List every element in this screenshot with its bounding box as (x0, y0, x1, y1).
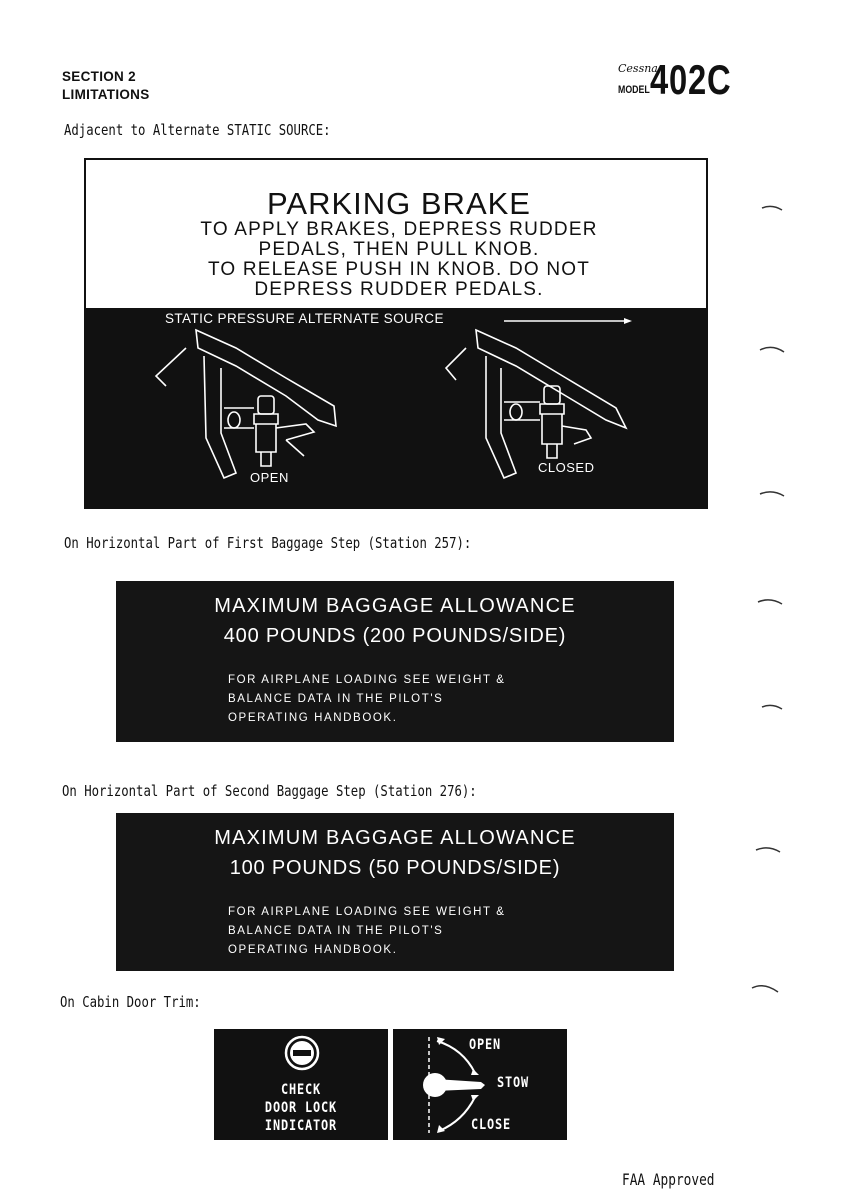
baggage-2-note-line-2: BALANCE DATA IN THE PILOT'S (228, 925, 444, 937)
door-lock-placard (214, 1029, 388, 1140)
valve-closed-illustration (446, 330, 626, 478)
section-title: LIMITATIONS (62, 87, 150, 102)
caption-first-step: On Horizontal Part of First Baggage Step (Station 257): (64, 534, 472, 552)
caption-second-step: On Horizontal Part of Second Baggage Step (Station 276): (62, 782, 477, 800)
valve-open-illustration (156, 330, 336, 478)
parking-brake-line-1: TO APPLY BRAKES, DEPRESS RUDDER (200, 219, 598, 240)
section-number: SECTION 2 (62, 69, 136, 84)
door-lock-text (227, 1081, 375, 1135)
baggage-placard-second-step (116, 813, 674, 971)
baggage-1-title: MAXIMUM BAGGAGE ALLOWANCE (214, 595, 576, 617)
revision-mark-7 (752, 986, 778, 992)
logo-brand: Cessna (618, 62, 658, 75)
lever-open-label: OPEN (469, 1037, 502, 1053)
baggage-2-note-line-1: FOR AIRPLANE LOADING SEE WEIGHT & (228, 906, 506, 918)
baggage-1-note-line-2: BALANCE DATA IN THE PILOT'S (228, 693, 444, 705)
faa-approved-footer: FAA Approved (622, 1170, 715, 1189)
baggage-1-note-line-1: FOR AIRPLANE LOADING SEE WEIGHT & (228, 674, 506, 686)
arrow-close-icon (439, 1097, 475, 1131)
parking-brake-line-4: DEPRESS RUDDER PEDALS. (254, 279, 544, 300)
static-source-diagram (86, 308, 706, 509)
parking-brake-placard (84, 158, 708, 509)
baggage-2-note (228, 903, 506, 960)
section-heading (62, 68, 150, 104)
lever-handle-icon (435, 1079, 485, 1091)
baggage-2-note-line-3: OPERATING HANDBOOK. (228, 944, 398, 956)
baggage-2-limit: 100 POUNDS (50 POUNDS/SIDE) (229, 857, 561, 879)
parking-brake-text-area (92, 166, 706, 306)
baggage-placard-first-step (116, 581, 674, 742)
revision-mark-5 (762, 705, 782, 709)
valve-open-label: OPEN (250, 470, 289, 485)
logo-model-number: 402C (650, 56, 732, 103)
door-lock-line-2: DOOR LOCK (264, 1100, 338, 1116)
valve-closed-label: CLOSED (538, 460, 595, 475)
baggage-1-note-line-3: OPERATING HANDBOOK. (228, 712, 398, 724)
caption-cabin-door: On Cabin Door Trim: (60, 993, 201, 1011)
static-source-illustration-panel (86, 308, 706, 507)
baggage-1-note (228, 671, 506, 728)
door-lock-line-3: INDICATOR (264, 1118, 338, 1134)
revision-mark-3 (760, 492, 784, 496)
static-source-label: STATIC PRESSURE ALTERNATE SOURCE (165, 311, 444, 326)
baggage-1-limit: 400 POUNDS (200 POUNDS/SIDE) (223, 625, 567, 647)
parking-brake-line-3: TO RELEASE PUSH IN KNOB. DO NOT (207, 259, 591, 280)
logo-model-label: MODEL (618, 84, 650, 96)
no-entry-icon (284, 1035, 320, 1071)
static-arrow-head (624, 318, 632, 324)
door-lever-placard (393, 1029, 567, 1140)
revision-mark-6 (756, 848, 780, 852)
cessna-model-logo (612, 56, 742, 104)
parking-brake-line-2: PEDALS, THEN PULL KNOB. (258, 239, 540, 260)
door-lock-line-1: CHECK (280, 1082, 322, 1098)
revision-mark-4 (758, 600, 782, 604)
caption-static-source: Adjacent to Alternate STATIC SOURCE: (64, 121, 331, 139)
lever-stow-label: STOW (497, 1075, 530, 1091)
parking-brake-title: PARKING BRAKE (267, 186, 531, 221)
baggage-2-title: MAXIMUM BAGGAGE ALLOWANCE (214, 827, 576, 849)
revision-mark-1 (762, 206, 782, 210)
revision-mark-2 (760, 347, 784, 352)
lever-close-label: CLOSE (471, 1117, 512, 1133)
